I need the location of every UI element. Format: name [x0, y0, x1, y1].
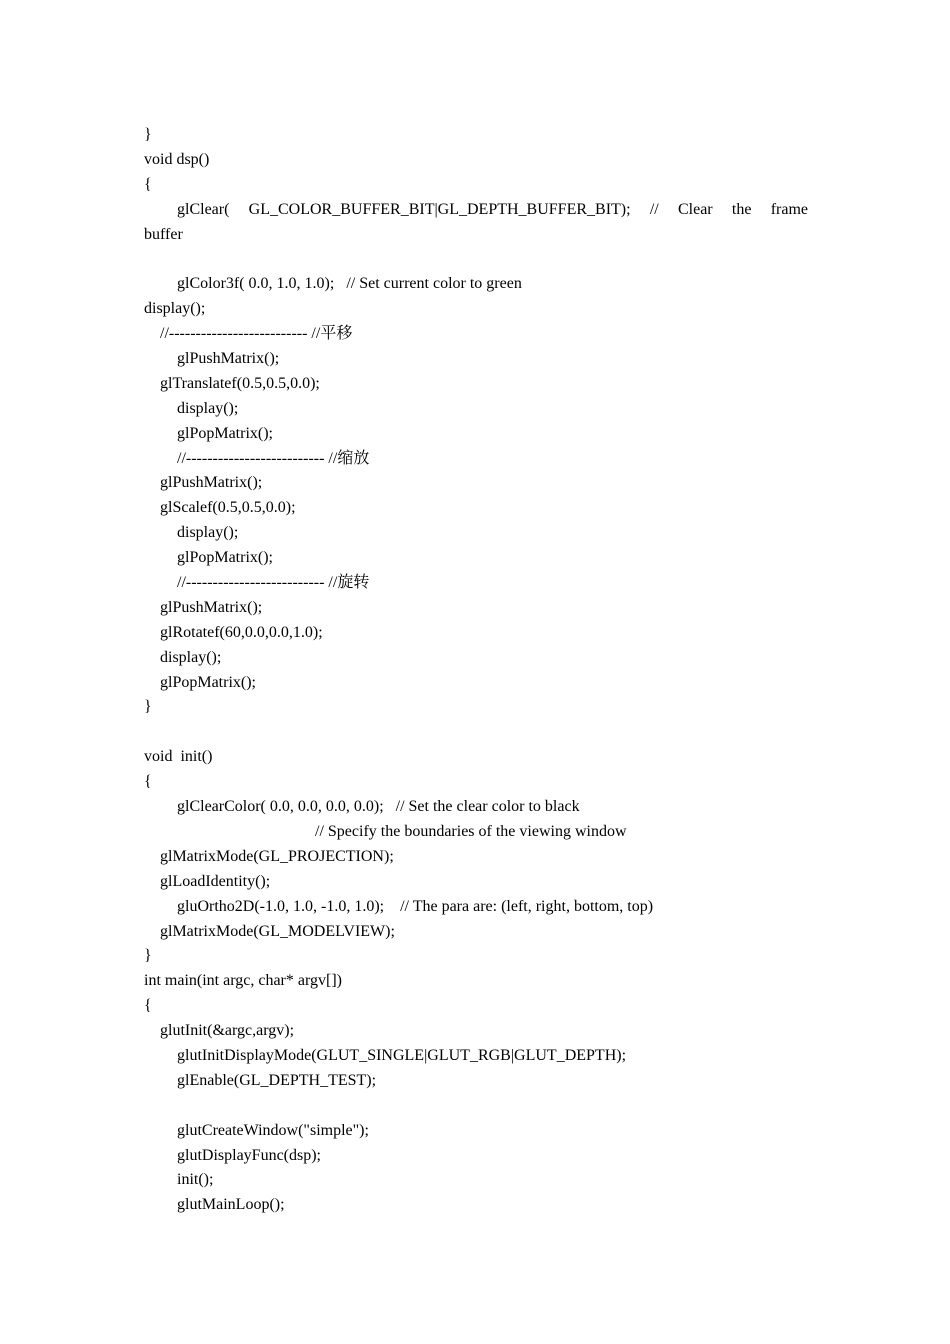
code-line: // Specify the boundaries of the viewing window	[315, 822, 627, 840]
code-line: glMatrixMode(GL_PROJECTION);	[160, 847, 394, 865]
code-line: void dsp()	[144, 150, 210, 168]
code-line: glClearColor( 0.0, 0.0, 0.0, 0.0); // Set the clear color to black	[177, 798, 580, 816]
code-line: glPopMatrix();	[177, 424, 273, 442]
code-line: void init()	[144, 748, 213, 766]
code-line: }	[144, 126, 152, 143]
code-line: glClear( GL_COLOR_BUFFER_BIT|GL_DEPTH_BUFFER_BIT); // Clear the frame	[177, 200, 808, 218]
code-line: {	[144, 175, 152, 193]
code-line: glutInitDisplayMode(GLUT_SINGLE|GLUT_RGB|GLUT_DEPTH);	[177, 1046, 627, 1064]
code-line: //-------------------------- //旋转	[177, 574, 370, 592]
code-line: glEnable(GL_DEPTH_TEST);	[177, 1071, 377, 1089]
code-line: glPopMatrix();	[177, 549, 273, 567]
code-listing	[144, 123, 808, 1218]
code-line: display();	[160, 648, 222, 666]
code-line: glRotatef(60,0.0,0.0,1.0);	[160, 623, 323, 641]
code-line: buffer	[144, 225, 183, 243]
code-line: glTranslatef(0.5,0.5,0.0);	[160, 374, 320, 392]
code-line: glutMainLoop();	[177, 1196, 285, 1214]
code-line: int main(int argc, char* argv[])	[144, 972, 342, 990]
code-line: glutCreateWindow("simple");	[177, 1121, 369, 1139]
code-line: {	[144, 773, 152, 791]
code-line: display();	[177, 524, 239, 542]
code-line: glPushMatrix();	[177, 350, 280, 368]
code-line: glPopMatrix();	[160, 673, 256, 691]
code-line: display();	[177, 399, 239, 417]
code-line: gluOrtho2D(-1.0, 1.0, -1.0, 1.0); // The para are: (left, right, bottom, top)	[177, 897, 654, 915]
code-line: glutDisplayFunc(dsp);	[177, 1146, 321, 1164]
code-line: //-------------------------- //平移	[160, 325, 353, 343]
code-line: glPushMatrix();	[160, 598, 263, 616]
blank-line	[144, 247, 808, 272]
blank-line	[144, 1094, 808, 1119]
code-line: glLoadIdentity();	[160, 872, 271, 890]
code-line: glutInit(&argc,argv);	[160, 1022, 295, 1040]
code-line: //-------------------------- //缩放	[177, 449, 370, 467]
code-line: init();	[177, 1171, 214, 1189]
blank-line	[144, 720, 808, 745]
code-line: display();	[144, 300, 206, 318]
code-line: glColor3f( 0.0, 1.0, 1.0); // Set current color to green	[177, 275, 522, 293]
code-line: {	[144, 997, 152, 1015]
code-line: }	[144, 698, 152, 716]
code-line: glMatrixMode(GL_MODELVIEW);	[160, 922, 395, 940]
code-line: glScalef(0.5,0.5,0.0);	[160, 499, 296, 517]
code-line: }	[144, 947, 152, 965]
code-line: glPushMatrix();	[160, 474, 263, 492]
